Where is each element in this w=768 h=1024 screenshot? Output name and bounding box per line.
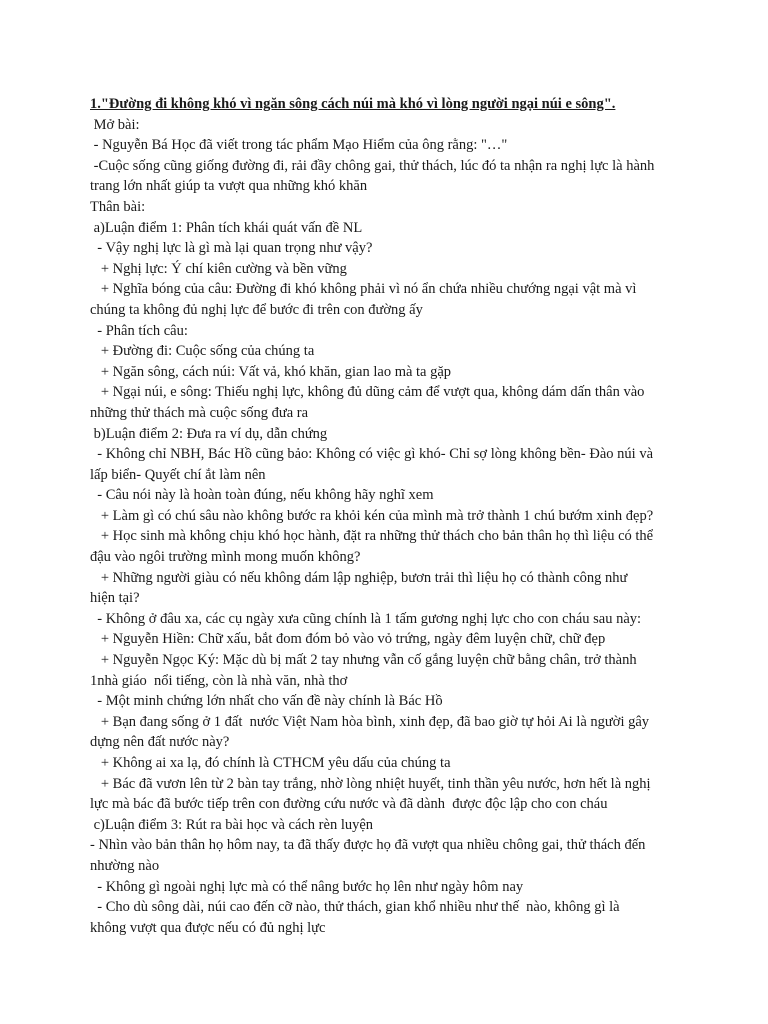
text-line: đậu vào ngôi trường mình mong muốn không? [90, 549, 361, 566]
text-line: -Cuộc sống cũng giống đường đi, rải đầy chông gai, thử thách, lúc đó ta nhận ra nghị lực là hành [90, 157, 655, 174]
text-line: + Học sinh mà không chịu khó học hành, đặt ra những thử thách cho bản thân họ thì liệu có thể [90, 528, 654, 545]
text-line: + Nguyễn Hiền: Chữ xấu, bắt đom đóm bỏ vào vỏ trứng, ngày đêm luyện chữ, chữ đẹp [90, 631, 606, 648]
text-line: - Nguyễn Bá Học đã viết trong tác phẩm Mạo Hiểm của ông rằng: "…" [90, 137, 508, 154]
text-line: trang lớn nhất giúp ta vượt qua những khó khăn [90, 178, 368, 195]
text-line: lực mà bác đã bước tiếp trên con đường cứu nước và đã dành được độc lập cho con cháu [90, 796, 608, 813]
text-line: b)Luận điểm 2: Đưa ra ví dụ, dẫn chứng [90, 425, 328, 442]
text-line: + Ngại núi, e sông: Thiếu nghị lực, không đủ dũng cảm để vượt qua, không dám dấn thân vào [90, 384, 645, 401]
text-line: Mở bài: [90, 116, 140, 133]
text-line: + Bác đã vươn lên từ 2 bàn tay trắng, nhờ lòng nhiệt huyết, tinh thần yêu nước, hơn hết là nghị [90, 775, 651, 792]
text-line: - Một minh chứng lớn nhất cho vấn đề này chính là Bác Hồ [90, 693, 443, 710]
text-line: nhường nào [90, 857, 160, 874]
text-line: a)Luận điểm 1: Phân tích khái quát vấn đề NL [90, 219, 363, 236]
text-line: + Ngăn sông, cách núi: Vất vả, khó khăn, gian lao mà ta gặp [90, 363, 452, 380]
text-line: - Cho dù sông dài, núi cao đến cỡ nào, thử thách, gian khổ nhiều như thế nào, không gì là [90, 899, 620, 916]
text-line: + Làm gì có chú sâu nào không bước ra khỏi kén của mình mà trở thành 1 chú bướm xinh đẹp? [90, 507, 654, 524]
text-line: những thử thách mà cuộc sống đưa ra [90, 404, 309, 421]
text-line: chúng ta không đủ nghị lực để bước đi trên con đường ấy [90, 301, 423, 318]
text-line: - Không ở đâu xa, các cụ ngày xưa cũng chính là 1 tấm gương nghị lực cho con cháu sau này: [90, 610, 642, 627]
text-line: - Không gì ngoài nghị lực mà có thể nâng bước họ lên như ngày hôm nay [90, 878, 524, 895]
text-line: + Không ai xa lạ, đó chính là CTHCM yêu dấu của chúng ta [90, 755, 451, 771]
text-line: + Nghĩa bóng của câu: Đường đi khó không phải vì nó ẩn chứa nhiều chướng ngại vật mà vì [90, 281, 637, 298]
document-body [90, 115, 690, 939]
text-line: - Không chỉ NBH, Bác Hồ cũng bảo: Không có việc gì khó- Chỉ sợ lòng không bền- Đào núi và [90, 446, 654, 463]
text-line: - Vậy nghị lực là gì mà lại quan trọng như vậy? [90, 240, 373, 257]
text-line: - Câu nói này là hoàn toàn đúng, nếu không hãy nghĩ xem [90, 487, 434, 504]
text-line: dựng nên đất nước này? [90, 734, 230, 751]
text-line: + Nghị lực: Ý chí kiên cường và bền vững [90, 260, 347, 277]
document-title: 1."Đường đi không khó vì ngăn sông cách núi mà khó vì lòng người ngại núi e sông". [90, 96, 616, 112]
text-line: + Nguyễn Ngọc Ký: Mặc dù bị mất 2 tay nhưng vẫn cố gắng luyện chữ bằng chân, trở thành [90, 652, 637, 669]
text-line: - Nhìn vào bản thân họ hôm nay, ta đã thấy được họ đã vượt qua nhiều chông gai, thử thách đến [90, 837, 646, 854]
text-line: Thân bài: [90, 198, 146, 215]
text-line: 1nhà giáo nổi tiếng, còn là nhà văn, nhà thơ [90, 672, 348, 689]
text-line: - Phân tích câu: [90, 322, 188, 339]
text-line: hiện tại? [90, 590, 140, 607]
text-line: + Đường đi: Cuộc sống của chúng ta [90, 343, 315, 360]
text-line: lấp biển- Quyết chí ắt làm nên [90, 466, 266, 483]
text-line: không vượt qua được nếu có đủ nghị lực [90, 919, 326, 936]
text-line: c)Luận điểm 3: Rút ra bài học và cách rèn luyện [90, 816, 374, 833]
document-page [90, 94, 690, 938]
text-line: + Bạn đang sống ở 1 đất nước Việt Nam hòa bình, xinh đẹp, đã bao giờ tự hỏi Ai là người gây [90, 713, 650, 730]
text-line: + Những người giàu có nếu không dám lập nghiệp, bươn trải thì liệu họ có thành công như [90, 569, 628, 586]
